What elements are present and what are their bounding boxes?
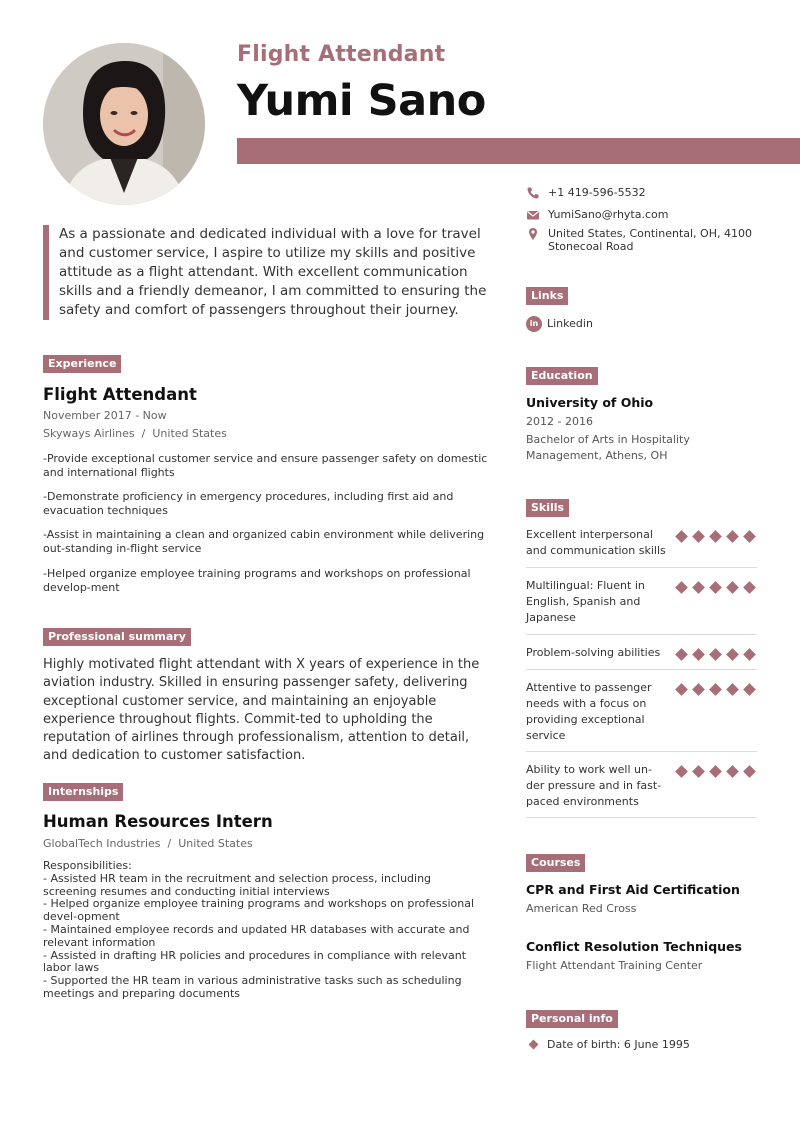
internship-employer (43, 837, 253, 850)
experience-bullet: -Assist in maintaining a clean and organized cabin environment while delivering out-standing in-flight service (43, 528, 485, 555)
skill-row (526, 578, 757, 635)
internship-bullet: - Maintained employee records and updated HR databases with accurate and relevant information (43, 922, 470, 949)
section-tag-professional-summary: Professional summary (43, 628, 191, 646)
section-tag-skills: Skills (526, 499, 569, 517)
section-tag-courses: Courses (526, 854, 585, 872)
phone-icon (526, 186, 540, 200)
experience-employer (43, 427, 227, 440)
rating-diamond-icon (726, 648, 739, 661)
linkedin-link[interactable]: Linkedin (547, 317, 593, 330)
mail-icon (526, 208, 540, 222)
rating-diamond-icon (709, 648, 722, 661)
section-tag-experience: Experience (43, 355, 121, 373)
skill-rating (676, 582, 758, 594)
responsibilities-label: Responsibilities: (43, 859, 132, 872)
skill-rating (676, 649, 758, 661)
rating-diamond-icon (709, 765, 722, 778)
date-of-birth: Date of birth: 6 June 1995 (547, 1038, 690, 1051)
rating-diamond-icon (675, 765, 688, 778)
internship-bullet: - Helped organize employee training programs and workshops on professional devel-opment (43, 897, 475, 924)
rating-diamond-icon (709, 581, 722, 594)
internship-bullet: - Assisted in drafting HR policies and procedures in compliance with relevant labor laws (43, 948, 467, 975)
rating-diamond-icon (726, 581, 739, 594)
internship-location: United States (178, 837, 253, 850)
internship-bullet: - Supported the HR team in various administrative tasks such as scheduling meetings and preparing documents (43, 974, 462, 1000)
education-degree: Bachelor of Arts in Hospitality Management, Athens, OH (526, 433, 690, 462)
rating-diamond-icon (692, 683, 705, 696)
rating-diamond-icon (675, 648, 688, 661)
education-years: 2012 - 2016 (526, 415, 593, 428)
internship-bullet: - Assisted HR team in the recruitment and selection process, including screening resumes and conducting initial interviews (43, 871, 432, 898)
skill-rating (676, 766, 758, 778)
rating-diamond-icon (743, 581, 756, 594)
internship-role: Human Resources Intern (43, 812, 273, 831)
job-title: Flight Attendant (237, 42, 446, 67)
experience-role: Flight Attendant (43, 385, 197, 404)
skill-rating (676, 684, 758, 696)
skill-name: Problem-solving abilities (526, 646, 661, 659)
rating-diamond-icon (726, 765, 739, 778)
intro-statement: As a passionate and dedicated individual with a love for travel and customer service, I aspire to utilize my skills and positive attitude as a flight attendant. With excellent communication skills and a friendly demeanor, I am committed to ensuring the safety and comfort of passengers throughout their journey. (43, 225, 493, 320)
section-tag-links: Links (526, 287, 568, 305)
profile-photo (43, 43, 205, 205)
email-text[interactable]: YumiSano@rhyta.com (548, 208, 669, 221)
experience-bullet: -Helped organize employee training programs and workshops on professional develop-ment (43, 567, 471, 594)
address-text: United States, Continental, OH, 4100 Stonecoal Road (548, 227, 752, 253)
skill-name: Attentive to passenger needs with a focus on providing exceptional service (526, 681, 652, 742)
course-org: American Red Cross (526, 902, 637, 915)
rating-diamond-icon (709, 683, 722, 696)
phone-text[interactable]: +1 419-596-5532 (548, 186, 646, 199)
location-pin-icon (526, 227, 540, 241)
course-title: CPR and First Aid Certification (526, 882, 740, 897)
course-title: Conflict Resolution Techniques (526, 939, 742, 954)
internship-responsibilities (43, 860, 488, 1001)
linkedin-icon: in (526, 316, 542, 332)
skill-name: Excellent interpersonal and communication skills (526, 528, 666, 557)
experience-bullet: -Provide exceptional customer service and ensure passenger safety on domestic and international flights (43, 452, 488, 479)
rating-diamond-icon (692, 530, 705, 543)
header-accent-bar (237, 138, 800, 164)
section-tag-personal-info: Personal info (526, 1010, 618, 1028)
rating-diamond-icon (726, 530, 739, 543)
experience-location: United States (152, 427, 227, 440)
course-org: Flight Attendant Training Center (526, 959, 703, 972)
experience-separator: / (141, 427, 146, 440)
rating-diamond-icon (743, 648, 756, 661)
rating-diamond-icon (692, 648, 705, 661)
skill-row (526, 527, 757, 568)
experience-bullet: -Demonstrate proficiency in emergency procedures, including first aid and evacuation techniques (43, 490, 454, 517)
rating-diamond-icon (743, 683, 756, 696)
skill-rating (676, 531, 758, 543)
rating-diamond-icon (692, 765, 705, 778)
skill-name: Ability to work well un-der pressure and in fast-paced environments (526, 763, 662, 808)
portrait-illustration (43, 43, 205, 205)
section-tag-internships: Internships (43, 783, 123, 801)
skill-row (526, 762, 757, 818)
internship-separator: / (167, 837, 172, 850)
experience-dates: November 2017 - Now (43, 409, 167, 422)
rating-diamond-icon (743, 530, 756, 543)
education-school: University of Ohio (526, 395, 654, 410)
section-tag-education: Education (526, 367, 598, 385)
internship-company: GlobalTech Industries (43, 837, 161, 850)
rating-diamond-icon (675, 530, 688, 543)
candidate-name: Yumi Sano (237, 76, 486, 126)
rating-diamond-icon (675, 581, 688, 594)
diamond-bullet-icon (529, 1040, 539, 1050)
skill-name: Multilingual: Fluent in English, Spanish and Japanese (526, 579, 645, 624)
rating-diamond-icon (675, 683, 688, 696)
experience-company: Skyways Airlines (43, 427, 135, 440)
professional-summary-text: Highly motivated flight attendant with X years of experience in the aviation industry. Skilled in ensuring passenger safety, delivering exceptional customer service, and maintaining an enjoyable experience throughout flights. Commit-ted to upholding the reputation of airlines through professionalism, attention to detail, and dedication to customer satisfaction. (43, 657, 480, 764)
rating-diamond-icon (692, 581, 705, 594)
rating-diamond-icon (743, 765, 756, 778)
skill-row (526, 645, 757, 670)
skill-row (526, 680, 757, 752)
rating-diamond-icon (709, 530, 722, 543)
rating-diamond-icon (726, 683, 739, 696)
